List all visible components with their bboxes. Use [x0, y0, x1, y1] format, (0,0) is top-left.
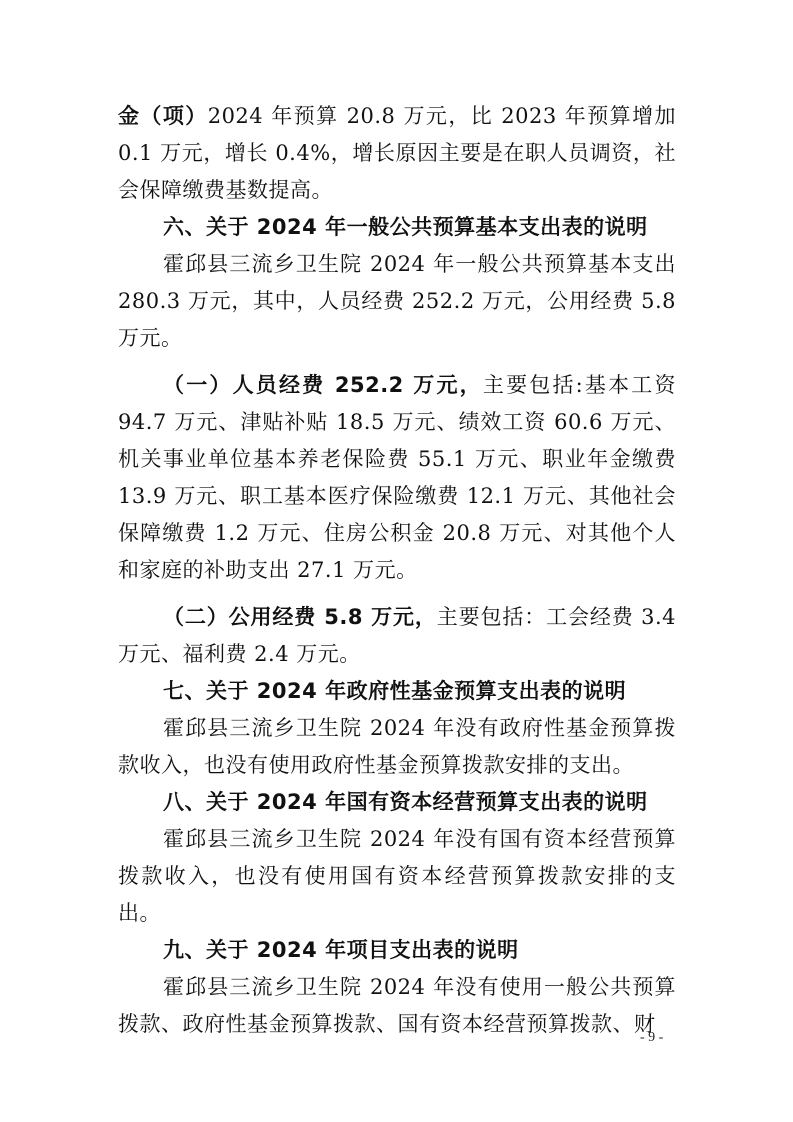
paragraph-bold-lead: （二）公用经费 5.8 万元， — [163, 605, 437, 629]
section-heading-6: 六、关于 2024 年一般公共预算基本支出表的说明 — [163, 215, 648, 239]
section-heading-8: 八、关于 2024 年国有资本经营预算支出表的说明 — [163, 790, 648, 814]
document-body — [118, 98, 676, 1043]
paragraph-project-expenditure: 霍邱县三流乡卫生院 2024 年没有使用一般公共预算拨款、政府性基金预算拨款、国有资本经营预算拨款、财 — [118, 975, 676, 1036]
section-heading-9: 九、关于 2024 年项目支出表的说明 — [163, 938, 519, 962]
section-heading-7: 七、关于 2024 年政府性基金预算支出表的说明 — [163, 679, 627, 703]
paragraph-personnel-expenses — [118, 367, 676, 589]
paragraph-budget-growth — [118, 98, 676, 209]
paragraph-basic-expenditure: 霍邱县三流乡卫生院 2024 年一般公共预算基本支出 280.3 万元，其中，人员经费 252.2 万元，公用经费 5.8 万元。 — [118, 252, 676, 350]
page-number: - 9 - — [640, 1030, 664, 1045]
paragraph-text: 2024 年预算 20.8 万元，比 2023 年预算增加 0.1 万元，增长 0.4%，增长原因主要是在职人员调资，社会保障缴费基数提高。 — [118, 104, 676, 202]
paragraph-state-capital: 霍邱县三流乡卫生院 2024 年没有国有资本经营预算拨款收入，也没有使用国有资本经营预算拨款安排的支出。 — [118, 827, 676, 925]
paragraph-government-fund: 霍邱县三流乡卫生院 2024 年没有政府性基金预算拨款收入，也没有使用政府性基金预算拨款安排的支出。 — [118, 716, 676, 777]
paragraph-bold-lead: （一）人员经费 252.2 万元， — [163, 373, 483, 397]
paragraph-text: 主要包括:基本工资 94.7 万元、津贴补贴 18.5 万元、绩效工资 60.6 万元、机关事业单位基本养老保险费 55.1 万元、职业年金缴费 13.9 万元、职工基本医疗保险缴费 12.1 万元、其他社会保障缴费 1.2 万元、住房公积金 20.8 万元、对其他个人和家庭的补助支出 27.1 万元。 — [118, 373, 676, 582]
paragraph-public-expenses — [118, 599, 676, 673]
paragraph-bold-lead: 金（项） — [118, 104, 208, 128]
paragraph-text: 主要包括：工会经费 3.4 万元、福利费 2.4 万元。 — [118, 605, 677, 666]
